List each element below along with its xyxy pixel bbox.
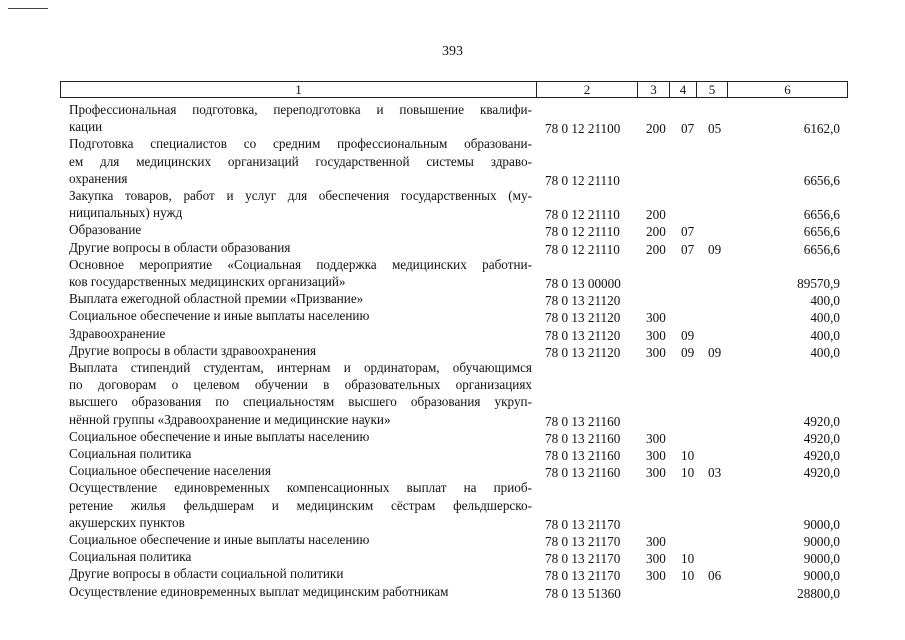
row-amount: 6162,0 xyxy=(803,121,840,137)
description-line: ков государственных медицинских организаций» xyxy=(69,274,346,289)
description-line: Осуществление единовременных выплат медицинским работникам xyxy=(69,583,449,599)
row-description xyxy=(69,479,532,531)
row-target-code: 78 0 13 21120 xyxy=(545,327,621,343)
row-expense-type: 300 xyxy=(646,551,666,567)
row-expense-type: 300 xyxy=(646,327,666,343)
row-description xyxy=(69,290,532,307)
header-col-6: 6 xyxy=(784,82,791,97)
row-description xyxy=(69,462,532,479)
row-target-code: 78 0 13 21120 xyxy=(545,310,621,326)
row-description xyxy=(69,135,532,187)
row-expense-type: 300 xyxy=(646,448,666,463)
row-description xyxy=(69,307,532,324)
row-target-code: 78 0 12 21110 xyxy=(545,172,620,188)
description-line: Подготовка специалистов со средним профессиональным образовани- xyxy=(69,136,532,152)
row-description xyxy=(69,359,532,428)
row-section: 09 xyxy=(681,344,695,360)
row-amount: 89570,9 xyxy=(797,276,840,291)
row-amount: 400,0 xyxy=(810,327,840,343)
row-amount: 28800,0 xyxy=(797,585,840,601)
row-subsection: 06 xyxy=(708,568,722,584)
header-col-1: 1 xyxy=(61,82,537,97)
row-description xyxy=(69,325,532,342)
row-amount: 400,0 xyxy=(810,293,840,309)
description-line: Социальная политика xyxy=(69,549,192,565)
description-line: ниципальных) нужд xyxy=(69,205,183,221)
description-line: Образование xyxy=(69,222,142,238)
row-target-code: 78 0 13 21120 xyxy=(545,293,621,309)
description-line: высшего образования по специальностям высшего образования укруп- xyxy=(69,394,532,410)
row-expense-type: 300 xyxy=(646,430,666,446)
row-section: 07 xyxy=(681,241,695,257)
header-col-2: 2 xyxy=(537,82,638,97)
row-target-code: 78 0 12 21110 xyxy=(545,207,620,223)
row-description xyxy=(69,548,532,565)
row-description xyxy=(69,101,532,135)
row-section: 07 xyxy=(681,121,695,137)
row-amount: 4920,0 xyxy=(803,413,840,429)
row-section: 07 xyxy=(681,224,695,240)
row-description xyxy=(69,428,532,445)
row-target-code: 78 0 13 21170 xyxy=(545,568,621,584)
description-line: Основное мероприятие «Социальная поддержка медицинских работни- xyxy=(69,256,532,272)
description-line: акушерских пунктов xyxy=(69,514,185,530)
row-target-code: 78 0 13 21170 xyxy=(545,551,621,567)
row-section: 10 xyxy=(681,551,695,567)
header-col-4: 4 xyxy=(670,82,697,97)
row-expense-type: 200 xyxy=(646,224,666,240)
row-description xyxy=(69,342,532,359)
row-amount: 9000,0 xyxy=(803,568,840,584)
description-line: Другие вопросы в области образования xyxy=(69,239,291,255)
row-amount: 400,0 xyxy=(810,310,840,326)
row-target-code: 78 0 13 21170 xyxy=(545,534,621,549)
row-description xyxy=(69,239,532,256)
header-col-5: 5 xyxy=(697,82,728,97)
row-section: 10 xyxy=(681,568,695,584)
row-amount: 9000,0 xyxy=(803,551,840,567)
row-amount: 6656,6 xyxy=(803,224,840,240)
row-target-code: 78 0 13 21160 xyxy=(545,430,621,446)
row-target-code: 78 0 13 51360 xyxy=(545,585,621,601)
row-description xyxy=(69,256,532,290)
row-expense-type: 300 xyxy=(646,465,666,481)
row-expense-type: 300 xyxy=(646,344,666,360)
description-line: Социальное обеспечение населения xyxy=(69,463,271,479)
description-line: Социальное обеспечение и иные выплаты населению xyxy=(69,532,370,547)
row-target-code: 78 0 13 00000 xyxy=(545,276,621,291)
description-line: Социальное обеспечение и иные выплаты населению xyxy=(69,428,370,444)
description-line: Профессиональная подготовка, переподготовка и повышение квалифи- xyxy=(69,102,532,117)
row-expense-type: 300 xyxy=(646,534,666,549)
row-amount: 4920,0 xyxy=(803,465,840,481)
description-line: Выплата стипендий студентам, интернам и ординаторам, обучающимся xyxy=(69,360,532,375)
page-number: 393 xyxy=(442,44,463,59)
row-target-code: 78 0 12 21110 xyxy=(545,241,620,257)
row-expense-type: 300 xyxy=(646,310,666,326)
row-section: 10 xyxy=(681,465,695,481)
row-target-code: 78 0 13 21170 xyxy=(545,516,621,532)
description-line: Социальная политика xyxy=(69,446,192,461)
row-description xyxy=(69,583,532,600)
row-expense-type: 200 xyxy=(646,207,666,223)
row-amount: 400,0 xyxy=(810,344,840,360)
row-section: 10 xyxy=(681,448,695,463)
header-col-3: 3 xyxy=(638,82,670,97)
description-line: нённой группы «Здравоохранение и медицинские науки» xyxy=(69,411,391,427)
row-amount: 9000,0 xyxy=(803,534,840,549)
row-section: 09 xyxy=(681,327,695,343)
row-description xyxy=(69,531,532,548)
description-line: охранения xyxy=(69,170,128,186)
description-line: Другие вопросы в области социальной политики xyxy=(69,566,344,582)
row-subsection: 03 xyxy=(708,465,722,481)
description-line: ем для медицинских организаций государственной системы здраво- xyxy=(69,153,532,169)
row-subsection: 05 xyxy=(708,121,722,137)
row-amount: 4920,0 xyxy=(803,448,840,463)
row-target-code: 78 0 13 21160 xyxy=(545,465,621,481)
row-expense-type: 200 xyxy=(646,241,666,257)
row-expense-type: 300 xyxy=(646,568,666,584)
description-line: Здравоохранение xyxy=(69,325,166,341)
row-target-code: 78 0 12 21100 xyxy=(545,121,621,137)
row-expense-type: 200 xyxy=(646,121,666,137)
row-amount: 9000,0 xyxy=(803,516,840,532)
row-target-code: 78 0 13 21160 xyxy=(545,448,621,463)
description-line: Социальное обеспечение и иные выплаты населению xyxy=(69,308,370,324)
row-amount: 4920,0 xyxy=(803,430,840,446)
row-description xyxy=(69,445,532,462)
row-subsection: 09 xyxy=(708,344,722,360)
description-line: Другие вопросы в области здравоохранения xyxy=(69,342,317,358)
row-target-code: 78 0 13 21120 xyxy=(545,344,621,360)
description-line: Выплата ежегодной областной премии «Призвание» xyxy=(69,291,364,307)
row-target-code: 78 0 12 21110 xyxy=(545,224,620,240)
description-line: ретение жилья фельдшерам и медицинским сёстрам фельдшерско- xyxy=(69,497,532,513)
row-amount: 6656,6 xyxy=(803,207,840,223)
row-amount: 6656,6 xyxy=(803,172,840,188)
row-description xyxy=(69,565,532,582)
description-line: кации xyxy=(69,119,103,135)
row-description xyxy=(69,221,532,238)
row-target-code: 78 0 13 21160 xyxy=(545,413,621,429)
description-line: Осуществление единовременных компенсационных выплат на приоб- xyxy=(69,480,532,496)
row-subsection: 09 xyxy=(708,241,722,257)
row-description xyxy=(69,187,532,221)
row-amount: 6656,6 xyxy=(803,241,840,257)
description-line: Закупка товаров, работ и услуг для обеспечения государственных (му- xyxy=(69,188,532,203)
description-line: по договорам о целевом обучении в образовательных организациях xyxy=(69,377,532,393)
